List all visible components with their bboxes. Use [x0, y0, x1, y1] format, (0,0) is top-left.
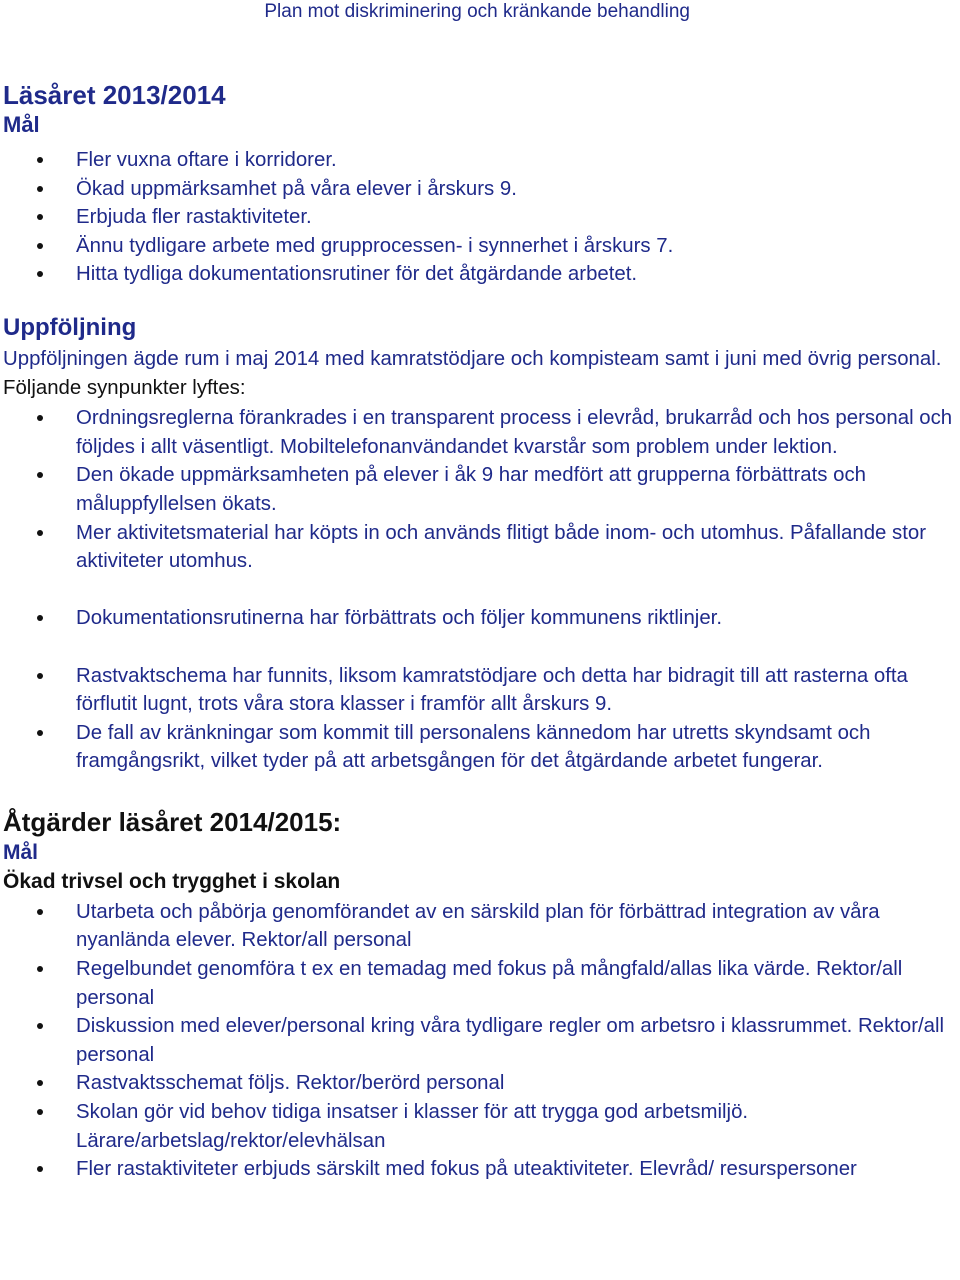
bullet-icon: [37, 1023, 43, 1029]
measures-goal-heading: Mål: [3, 840, 39, 864]
list-item: Skolan gör vid behov tidiga insatser i klasser för att trygga god arbetsmiljö. Lärare/arbetslag/rektor/elevhälsan: [3, 1098, 958, 1155]
bullet-icon: [37, 271, 43, 277]
document-body: [3, 80, 958, 1184]
list-item: Ännu tydligare arbete med grupprocessen- i synnerhet i årskurs 7.: [3, 232, 958, 261]
measures-list: [3, 898, 958, 1184]
list-item: Fler rastaktiviteter erbjuds särskilt med fokus på uteaktiviteter. Elevråd/ resurspersoner: [3, 1155, 958, 1184]
page-header: Plan mot diskriminering och kränkande behandling: [264, 1, 690, 22]
list-item: Den ökade uppmärksamheten på elever i åk 9 har medfört att grupperna förbättrats och måluppfyllelsen ökats.: [3, 461, 958, 518]
list-item: Dokumentationsrutinerna har förbättrats och följer kommunens riktlinjer.: [3, 604, 958, 633]
bullet-icon: [37, 673, 43, 679]
bullet-icon: [37, 530, 43, 536]
bullet-icon: [37, 1109, 43, 1115]
list-item: Ökad uppmärksamhet på våra elever i årskurs 9.: [3, 175, 958, 204]
followup-heading: Uppföljning: [3, 313, 137, 341]
bullet-icon: [37, 243, 43, 249]
bullet-icon: [37, 157, 43, 163]
followup-intro-text: Uppföljningen ägde rum i maj 2014 med kamratstödjare och kompisteam samt i juni med övrig personal.: [3, 347, 942, 370]
school-year-heading: Läsåret 2013/2014: [3, 80, 226, 110]
list-item: Rastvaktsschemat följs. Rektor/berörd personal: [3, 1069, 958, 1098]
bullet-icon: [37, 214, 43, 220]
list-item: Mer aktivitetsmaterial har köpts in och används flitigt både inom- och utomhus. Påfallande stor aktiviteter utomhus.: [3, 519, 958, 576]
list-item: Diskussion med elever/personal kring våra tydligare regler om arbetsro i klassrummet. Rektor/all personal: [3, 1012, 958, 1069]
bullet-icon: [37, 909, 43, 915]
list-item: Rastvaktschema har funnits, liksom kamratstödjare och detta har bidragit till att rasterna ofta förflutit lugnt, trots våra stora klasser i framför allt årskurs 9.: [3, 662, 958, 719]
followup-list: [3, 404, 958, 776]
bullet-icon: [37, 615, 43, 621]
bullet-icon: [37, 186, 43, 192]
bullet-icon: [37, 966, 43, 972]
followup-intro-lead: Följande synpunkter lyftes:: [3, 376, 246, 399]
list-item: Fler vuxna oftare i korridorer.: [3, 146, 958, 175]
measures-heading: Åtgärder läsåret 2014/2015:: [3, 806, 342, 837]
bullet-icon: [37, 472, 43, 478]
goal-heading: Mål: [3, 112, 40, 137]
list-item: De fall av kränkningar som kommit till personalens kännedom har utretts skyndsamt och framgångsrikt, vilket tyder på att arbetsgången för det åtgärdande arbetet fungerar.: [3, 719, 958, 776]
list-item: Utarbeta och påbörja genomförandet av en särskild plan för förbättrad integration av våra nyanlända elever. Rektor/all personal: [3, 898, 958, 955]
bullet-icon: [37, 730, 43, 736]
list-item: Ordningsreglerna förankrades i en transparent process i elevråd, brukarråd och hos personal och följdes i allt väsentligt. Mobiltelefonanvändandet kvarstår som problem under lektion.: [3, 404, 958, 461]
bullet-icon: [37, 1166, 43, 1172]
list-item: Erbjuda fler rastaktiviteter.: [3, 203, 958, 232]
followup-intro: [3, 345, 958, 402]
goal-list: [3, 146, 958, 289]
list-item: Hitta tydliga dokumentationsrutiner för det åtgärdande arbetet.: [3, 260, 958, 289]
list-item: Regelbundet genomföra t ex en temadag med fokus på mångfald/allas lika värde. Rektor/all personal: [3, 955, 958, 1012]
bullet-icon: [37, 1080, 43, 1086]
bullet-icon: [37, 415, 43, 421]
measures-subheading: Ökad trivsel och trygghet i skolan: [3, 869, 341, 893]
